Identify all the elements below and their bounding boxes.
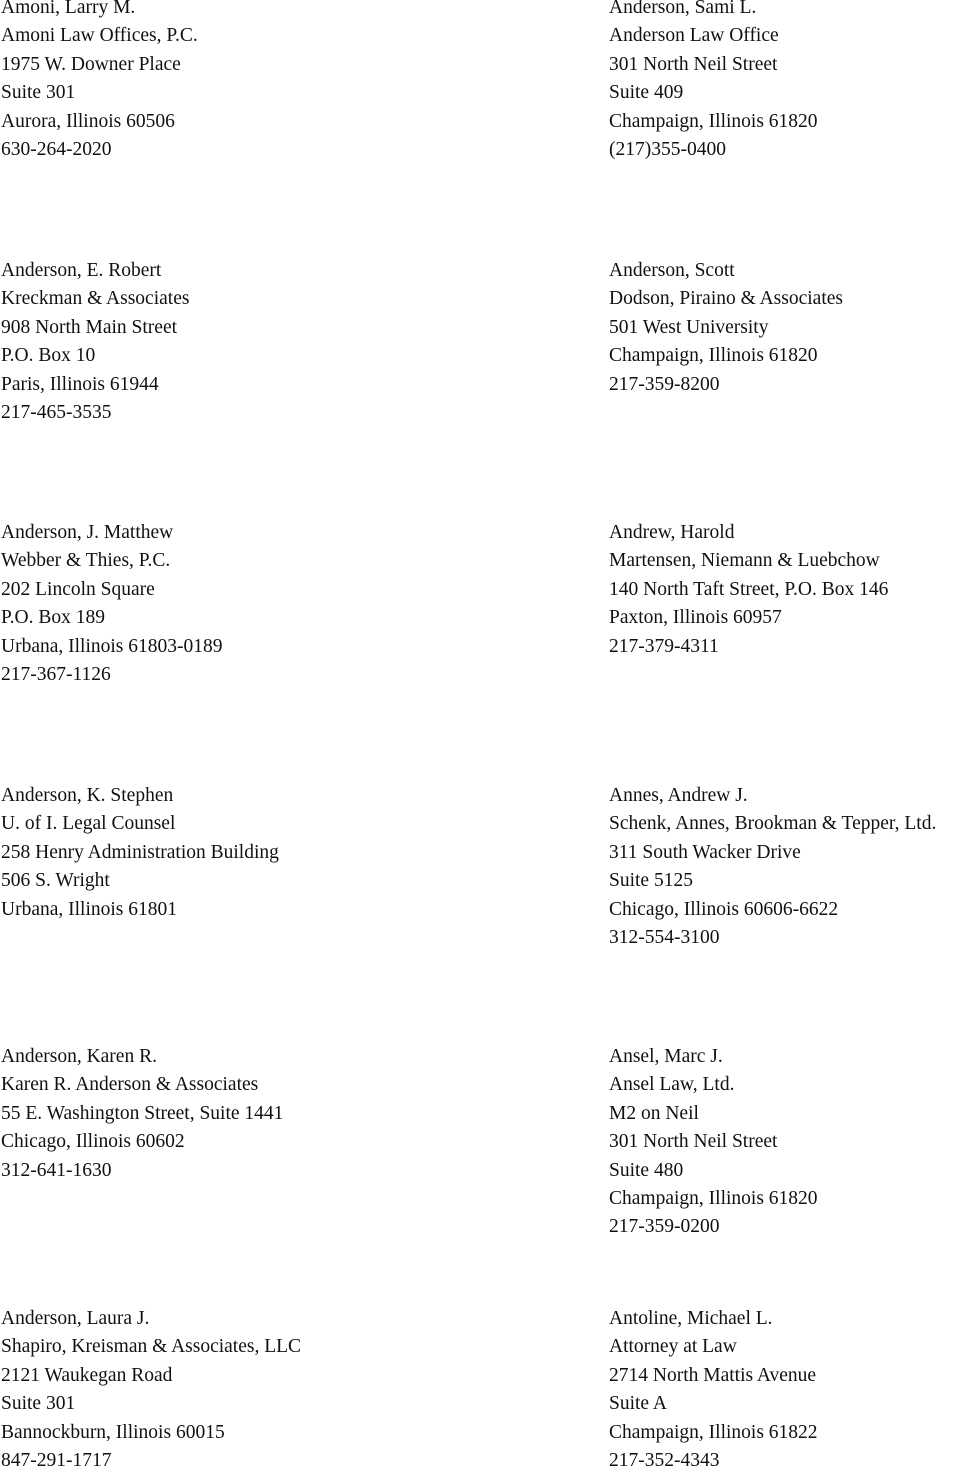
attorney-entry-annes-andrew (609, 782, 936, 952)
attorney-name: Anderson, J. Matthew (1, 522, 174, 543)
city-state-zip: Champaign, Illinois 61820 (609, 110, 818, 132)
firm-name: Webber & Thies, P.C. (1, 550, 171, 572)
city-state-zip: Urbana, Illinois 61801 (1, 898, 178, 920)
attorney-entry-ansel-marc (609, 1043, 818, 1242)
firm-name: Attorney at Law (609, 1336, 737, 1358)
street-address: 55 E. Washington Street, Suite 1441 (1, 1102, 284, 1124)
phone-number: 217-379-4311 (609, 635, 719, 657)
city-state-zip: Champaign, Illinois 61822 (609, 1421, 818, 1443)
suite: Suite 301 (1, 1393, 76, 1415)
attorney-entry-andrew-harold (609, 519, 888, 661)
suite: Suite 301 (1, 82, 76, 104)
street-address: 202 Lincoln Square (1, 578, 155, 600)
building-name: M2 on Neil (609, 1102, 699, 1124)
street-address: 908 North Main Street (1, 316, 178, 338)
attorney-entry-anderson-j-matthew (1, 519, 223, 689)
attorney-name: Ansel, Marc J. (609, 1046, 723, 1067)
street-address: 301 North Neil Street (609, 53, 778, 75)
attorney-name: Anderson, Scott (609, 260, 735, 281)
city-state-zip: Aurora, Illinois 60506 (1, 110, 175, 132)
street-address: 1975 W. Downer Place (1, 53, 181, 75)
phone-number: 847-291-1717 (1, 1449, 112, 1471)
attorney-name: Antoline, Michael L. (609, 1308, 773, 1329)
po-box: P.O. Box 189 (1, 607, 106, 629)
street-address: 301 North Neil Street (609, 1131, 778, 1153)
city-state-zip: Paris, Illinois 61944 (1, 373, 159, 395)
attorney-entry-anderson-karen (1, 1043, 283, 1185)
firm-name: U. of I. Legal Counsel (1, 813, 176, 835)
street-address: 311 South Wacker Drive (609, 841, 801, 863)
attorney-entry-anderson-e-robert (1, 257, 189, 427)
attorney-entry-anderson-scott (609, 257, 843, 399)
attorney-name: Anderson, K. Stephen (1, 785, 174, 806)
attorney-name: Anderson, Laura J. (1, 1308, 150, 1329)
phone-number: 217-465-3535 (1, 401, 112, 423)
street-address: 140 North Taft Street, P.O. Box 146 (609, 578, 889, 600)
attorney-entry-antoline-michael (609, 1305, 818, 1475)
firm-name: Anderson Law Office (609, 25, 779, 47)
firm-name: Ansel Law, Ltd. (609, 1074, 735, 1096)
po-box: P.O. Box 10 (1, 345, 96, 367)
city-state-zip: Chicago, Illinois 60606-6622 (609, 898, 839, 920)
firm-name: Dodson, Piraino & Associates (609, 288, 843, 310)
attorney-name: Annes, Andrew J. (609, 785, 748, 806)
street-address: 2714 North Mattis Avenue (609, 1364, 817, 1386)
phone-number: 217-352-4343 (609, 1449, 720, 1471)
suite: Suite 5125 (609, 870, 693, 892)
city-state-zip: Champaign, Illinois 61820 (609, 345, 818, 367)
building-address: 258 Henry Administration Building (1, 841, 279, 863)
firm-name: Martensen, Niemann & Luebchow (609, 550, 880, 572)
attorney-name: Amoni, Larry M. (1, 0, 136, 18)
suite: Suite 409 (609, 82, 684, 104)
suite: Suite A (609, 1393, 667, 1415)
phone-number: 312-641-1630 (1, 1159, 112, 1181)
firm-name: Shapiro, Kreisman & Associates, LLC (1, 1336, 302, 1358)
street-address: 501 West University (609, 316, 769, 338)
city-state-zip: Paxton, Illinois 60957 (609, 607, 782, 629)
attorney-name: Anderson, E. Robert (1, 260, 162, 281)
attorney-entry-amoni (1, 0, 198, 164)
attorney-name: Anderson, Karen R. (1, 1046, 157, 1067)
attorney-entry-anderson-sami (609, 0, 818, 164)
phone-number: 217-359-0200 (609, 1216, 720, 1238)
attorney-name: Andrew, Harold (609, 522, 735, 543)
attorney-name: Anderson, Sami L. (609, 0, 757, 18)
attorney-entry-anderson-laura (1, 1305, 301, 1475)
street-address: 2121 Waukegan Road (1, 1364, 173, 1386)
firm-name: Karen R. Anderson & Associates (1, 1074, 259, 1096)
city-state-zip: Urbana, Illinois 61803-0189 (1, 635, 223, 657)
city-state-zip: Champaign, Illinois 61820 (609, 1187, 818, 1209)
phone-number: 217-367-1126 (1, 663, 111, 685)
street-address: 506 S. Wright (1, 870, 110, 892)
suite: Suite 480 (609, 1159, 684, 1181)
phone-number: (217)355-0400 (609, 138, 726, 160)
city-state-zip: Chicago, Illinois 60602 (1, 1131, 185, 1153)
firm-name: Kreckman & Associates (1, 288, 190, 310)
attorney-entry-anderson-k-stephen (1, 782, 279, 924)
phone-number: 630-264-2020 (1, 138, 112, 160)
firm-name: Amoni Law Offices, P.C. (1, 25, 198, 47)
phone-number: 217-359-8200 (609, 373, 720, 395)
city-state-zip: Bannockburn, Illinois 60015 (1, 1421, 225, 1443)
firm-name: Schenk, Annes, Brookman & Tepper, Ltd. (609, 813, 937, 835)
phone-number: 312-554-3100 (609, 926, 720, 948)
